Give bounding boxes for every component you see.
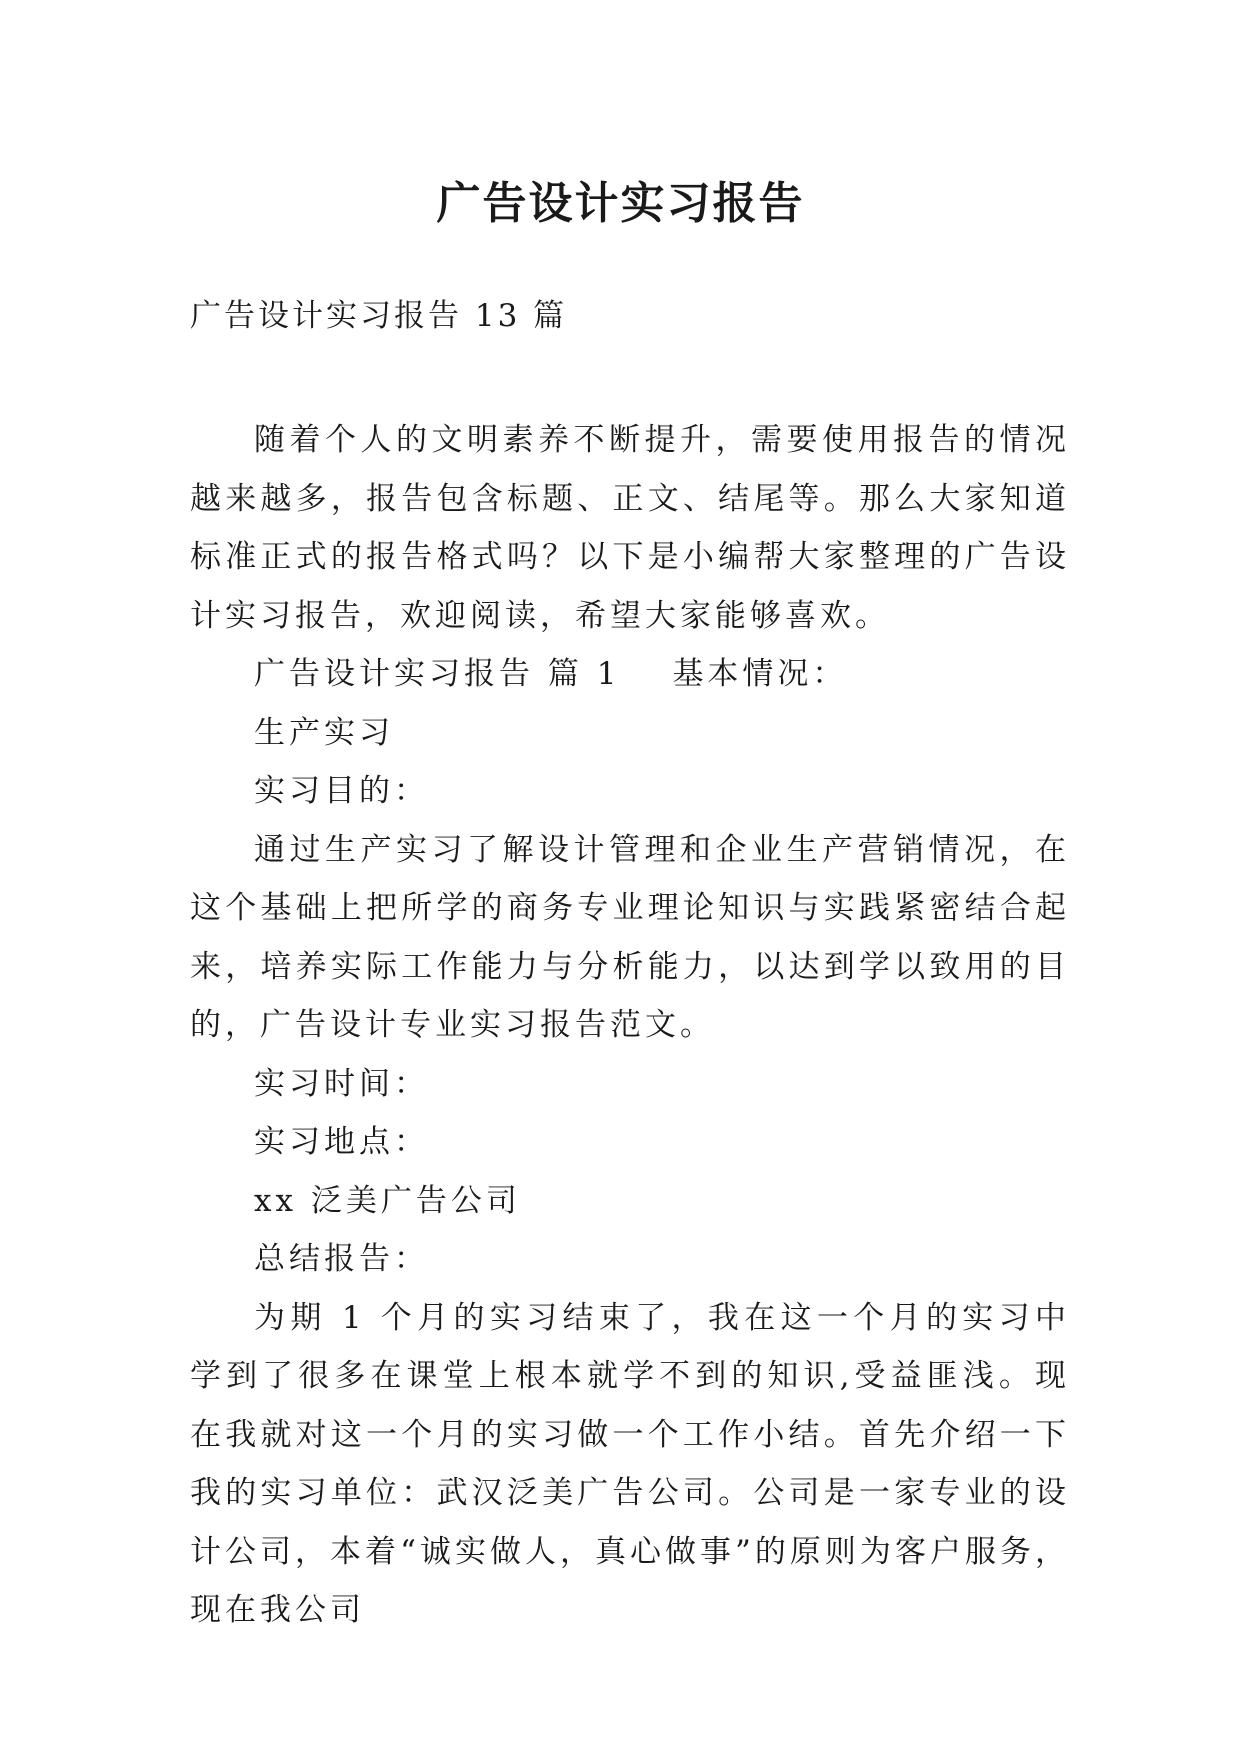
practice-type: 生产实习 [254,714,394,751]
section-heading: 广告设计实习报告 篇 1 [254,656,621,692]
company-name: xx 泛美广告公司 [254,1182,521,1219]
summary-paragraph: 为期 1 个月的实习结束了，我在这一个月的实习中学到了很多在课堂上根本就学不到的知识,受益匪浅。现在我就对这一个月的实习做一个工作小结。首先介绍一下我的实习单位：武汉泛美广告公司。公司是一家专业的设计公司，本着“诚实做人，真心做事”的原则为客户服务，现在我公司 [190,1299,1070,1628]
place-label: 实习地点： [254,1124,429,1160]
section-heading-line [190,645,1070,704]
time-label: 实习时间： [254,1065,429,1102]
purpose-paragraph: 通过生产实习了解设计管理和企业生产营销情况，在这个基础上把所学的商务专业理论知识与实践紧密结合起来，培养实际工作能力与分析能力，以达到学以致用的目的，广告设计专业实习报告范文。 [190,831,1070,1043]
summary-label: 总结报告： [254,1241,429,1277]
intro-paragraph: 随着个人的文明素养不断提升，需要使用报告的情况越来越多，报告包含标题、正文、结尾等。那么大家知道标准正式的报告格式吗？以下是小编帮大家整理的广告设计实习报告，欢迎阅读，希望大家能够喜欢。 [190,422,1070,634]
document-subtitle: 广告设计实习报告 13 篇 [190,298,568,334]
basic-info-label: 基本情况： [672,656,848,692]
purpose-label: 实习目的： [254,773,429,809]
document-body [190,411,1070,1640]
document-title: 广告设计实习报告 [436,178,805,230]
